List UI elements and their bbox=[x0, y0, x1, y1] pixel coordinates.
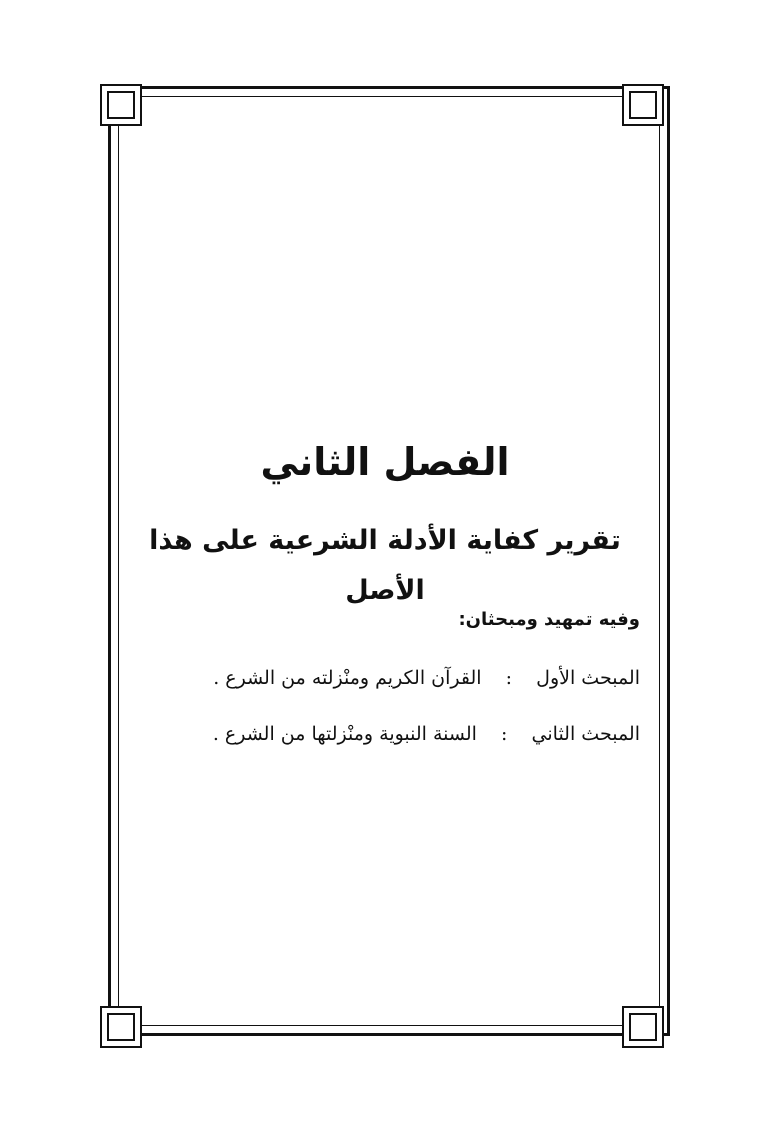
chapter-intro: وفيه تمهيد ومبحثان: bbox=[458, 609, 640, 630]
section-item-second bbox=[130, 714, 640, 754]
chapter-subtitle: تقرير كفاية الأدلة الشرعية على هذا الأصل bbox=[149, 525, 621, 606]
section-item-first bbox=[130, 658, 640, 698]
corner-ornament-top-right bbox=[622, 84, 664, 126]
section-separator: : bbox=[505, 667, 513, 689]
section-label: المبحث الثاني bbox=[531, 723, 640, 745]
corner-ornament-top-left bbox=[100, 84, 142, 126]
section-separator: : bbox=[501, 723, 508, 745]
corner-ornament-bottom-right bbox=[622, 1006, 664, 1048]
section-text: السنة النبوية ومنْزلتها من الشرع . bbox=[212, 723, 477, 745]
section-label: المبحث الأول bbox=[536, 667, 640, 689]
corner-ornament-bottom-left bbox=[100, 1006, 142, 1048]
chapter-title: الفصل الثاني bbox=[260, 440, 510, 484]
section-text: القرآن الكريم ومنْزلته من الشرع . bbox=[213, 667, 482, 689]
